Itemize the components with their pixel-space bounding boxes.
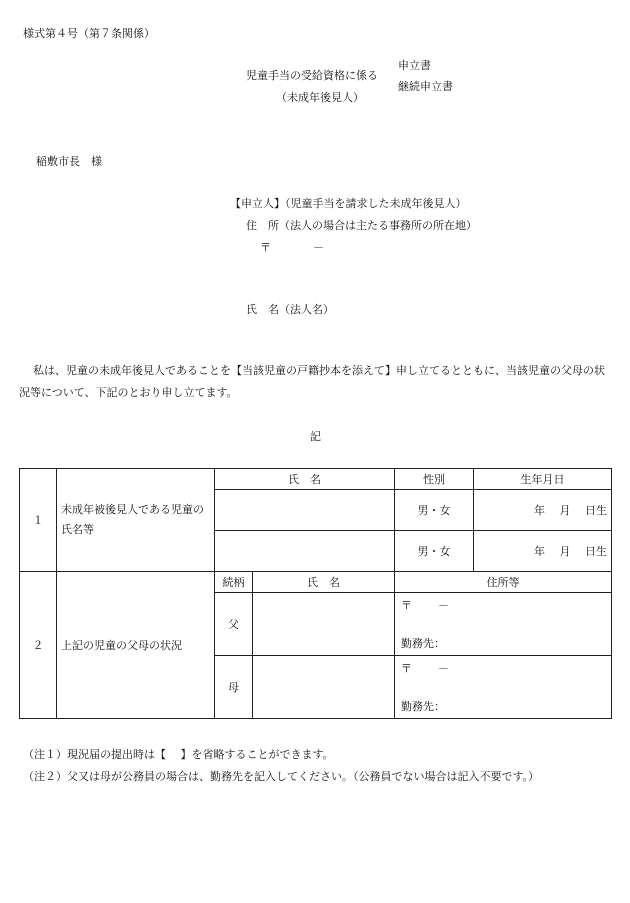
col-header-parent-name: 氏 名 xyxy=(253,572,395,593)
father-workplace-label: 勤務先： xyxy=(401,637,445,650)
addressee: 稲敷市長 様 xyxy=(36,155,102,168)
notes xyxy=(23,744,539,788)
table-row xyxy=(20,572,612,593)
ki-heading: 記 xyxy=(310,430,321,443)
col-header-gender: 性別 xyxy=(395,469,474,490)
father-address-field[interactable] xyxy=(395,593,612,656)
section2-number: ２ xyxy=(20,572,57,719)
note-2: （注２）父又は母が公務員の場合は、勤務先を記入してください。（公務員でない場合は記入不要です。） xyxy=(23,770,540,783)
child2-name-field[interactable] xyxy=(215,531,395,572)
col-header-birth: 生年月日 xyxy=(474,469,612,490)
note-1: （注１）現況届の提出時は【 】を省略することができます。 xyxy=(23,748,334,761)
postal-mark: 〒 xyxy=(401,662,412,675)
mother-name-field[interactable] xyxy=(253,656,395,719)
applicant-label: 【申立人】（児童手当を請求した未成年後見人） xyxy=(230,197,467,210)
title-option-statement: 申立書 xyxy=(398,59,431,72)
col-header-name: 氏 名 xyxy=(215,469,395,490)
father-name-field[interactable] xyxy=(253,593,395,656)
title-option-continuing-statement: 継続申立書 xyxy=(398,80,453,93)
father-relation: 父 xyxy=(215,593,253,656)
form-number: 様式第４号（第７条関係） xyxy=(23,27,155,40)
postal-dash: － xyxy=(313,241,324,254)
applicant-postal-code[interactable] xyxy=(260,241,324,255)
section2-label: 上記の児童の父母の状況 xyxy=(57,572,215,719)
child2-birthdate[interactable]: 年 月 日生 xyxy=(474,531,612,572)
child2-gender[interactable]: 男・女 xyxy=(395,531,474,572)
postal-dash: － xyxy=(438,599,449,612)
mother-workplace-label: 勤務先： xyxy=(401,700,445,713)
postal-dash: － xyxy=(438,662,449,675)
postal-mark: 〒 xyxy=(401,599,412,612)
statement-body: 私は、児童の未成年後見人であることを【当該児童の戸籍抄本を添えて】申し立てるとともに、当該児童の父母の状況等について、下記のとおり申し立てます。 xyxy=(19,364,605,399)
form-title: 児童手当の受給資格に係る xyxy=(246,69,378,82)
applicant-name-label: 氏 名（法人名） xyxy=(246,303,334,316)
postal-mark: 〒 xyxy=(260,241,271,254)
statement-table-grid xyxy=(19,468,612,719)
child1-name-field[interactable] xyxy=(215,490,395,531)
mother-address-field[interactable] xyxy=(395,656,612,719)
table-row xyxy=(20,469,612,490)
child1-birthdate[interactable]: 年 月 日生 xyxy=(474,490,612,531)
form-subtitle: （未成年後見人） xyxy=(276,91,364,104)
col-header-address: 住所等 xyxy=(395,572,612,593)
applicant-address-label: 住 所（法人の場合は主たる事務所の所在地） xyxy=(246,219,477,232)
child1-gender[interactable]: 男・女 xyxy=(395,490,474,531)
mother-relation: 母 xyxy=(215,656,253,719)
section1-number: １ xyxy=(20,469,57,572)
section1-label: 未成年被後見人である児童の氏名等 xyxy=(57,469,215,572)
col-header-relation: 続柄 xyxy=(215,572,253,593)
